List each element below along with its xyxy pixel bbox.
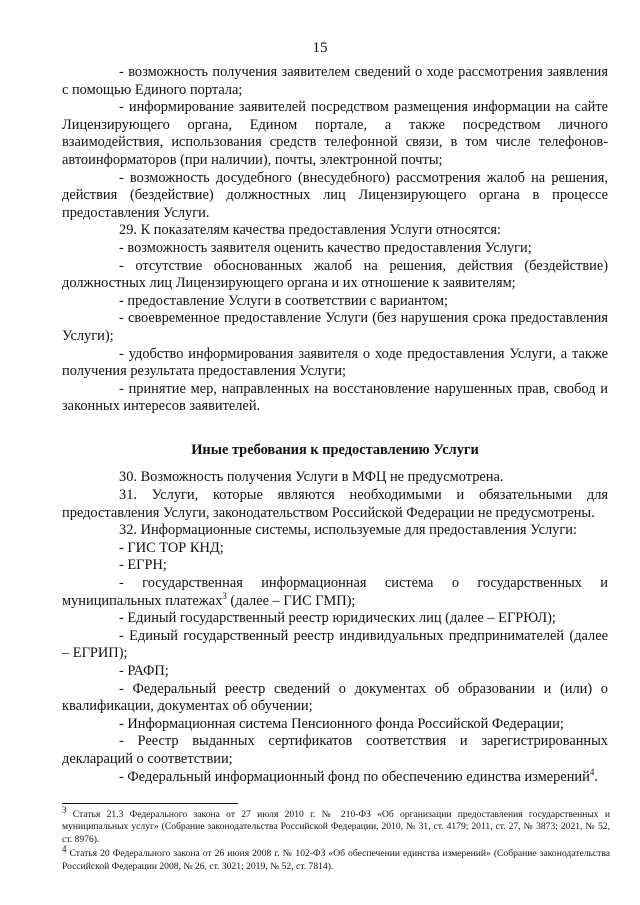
paragraph: - принятие мер, направленных на восстановление нарушенных прав, свобод и законных интересов заявителей. — [62, 380, 608, 415]
paragraph: 30. Возможность получения Услуги в МФЦ не предусмотрена. — [119, 469, 504, 486]
paragraph: - возможность заявителя оценить качество предоставления Услуги; — [119, 239, 532, 256]
paragraph: - информирование заявителей посредством размещения информации на сайте Лицензирующего органа, Едином портале, а также посредством личного взаимодействия, использования средств телефонной связи, в том числе телефонов-автоинформаторов (при наличии), почты, электронной почты; — [62, 99, 608, 168]
paragraph: 31. Услуги, которые являются необходимыми и обязательными для предоставления Услуги, законодательством Российской Федерации не предусмотрены. — [62, 487, 608, 521]
footnote-ref[interactable]: 4 — [589, 766, 595, 777]
list-item: - Единый государственный реестр индивидуальных предпринимателей (далее – ЕГРИП); — [62, 627, 608, 662]
paragraph: 29. К показателям качества предоставления Услуги относятся: — [119, 222, 502, 239]
list-item-text: - Федеральный информационный фонд по обеспечению единства измерений — [119, 768, 590, 785]
footnote-ref[interactable]: 3 — [222, 590, 227, 601]
list-item-tail: . — [594, 768, 598, 785]
footnote-text: Статья 20 Федерального закона от 26 июня 2008 г. № 102-ФЗ «Об обеспечении единства измерений» (Собрание законодательства Российской Федерации 2008, № 26, ст. 3021; 2019, № 52, ст. 7814). — [62, 848, 610, 872]
list-item-tail: (далее – ГИС ГМП); — [226, 592, 356, 609]
paragraph: - своевременное предоставление Услуги (без нарушения срока предоставления Услуги); — [62, 310, 608, 344]
page-number: 15 — [312, 40, 328, 56]
list-item-fund — [62, 766, 608, 787]
footnote-number: 3 — [62, 804, 67, 815]
list-item: - Информационная система Пенсионного фонда Российской Федерации; — [119, 715, 564, 732]
footnote — [62, 844, 610, 873]
paragraph: 32. Информационные системы, используемые для предоставления Услуги: — [119, 522, 577, 539]
list-item: - Федеральный реестр сведений о документах об образовании и (или) о квалификации, документах об обучении; — [62, 680, 608, 715]
paragraph: - возможность получения заявителем сведений о ходе рассмотрения заявления с помощью Единого портала; — [62, 64, 608, 98]
main-text — [62, 64, 608, 786]
paragraph: - возможность досудебного (внесудебного) рассмотрения жалоб на решения, действия (бездействие) должностных лиц Лицензирующего органа в процессе предоставления Услуги. — [62, 169, 608, 221]
footnote-text: Статья 21.3 Федерального закона от 27 июля 2010 г. № 210-ФЗ «Об организации предоставления государственных и муниципальных услуг» (Собрание законодательства Российской Федерации, 2010, № 31, ст. 4179; 2011, ст. 27, № 3873; 2021, № 52, ст. 8976). — [62, 809, 610, 845]
list-item-text: - государственная информационная система о государственных и муниципальных платежах — [62, 575, 608, 609]
footnotes — [62, 804, 610, 875]
list-item: - ГИС ТОР КНД; — [119, 539, 224, 556]
footnote-divider — [62, 803, 238, 804]
list-item: - РАФП; — [119, 663, 169, 679]
list-item: - Единый государственный реестр юридических лиц (далее – ЕГРЮЛ); — [119, 610, 556, 627]
footnote-number: 4 — [62, 844, 67, 855]
paragraph: - удобство информирования заявителя о ходе предоставления Услуги, а также получения результата предоставления Услуги; — [62, 345, 608, 380]
paragraph: - предоставление Услуги в соответствии с вариантом; — [119, 292, 448, 309]
paragraph: - отсутствие обоснованных жалоб на решения, действия (бездействие) должностных лиц Лицензирующего органа и их отношение к заявителям; — [62, 257, 608, 292]
section-heading: Иные требования к предоставлению Услуги — [191, 441, 479, 458]
list-item: - ЕГРН; — [119, 557, 167, 574]
list-item-gis-gmp — [62, 575, 608, 610]
list-item: - Реестр выданных сертификатов соответствия и зарегистрированных деклараций о соответствии; — [62, 733, 608, 767]
footnote — [62, 804, 610, 846]
